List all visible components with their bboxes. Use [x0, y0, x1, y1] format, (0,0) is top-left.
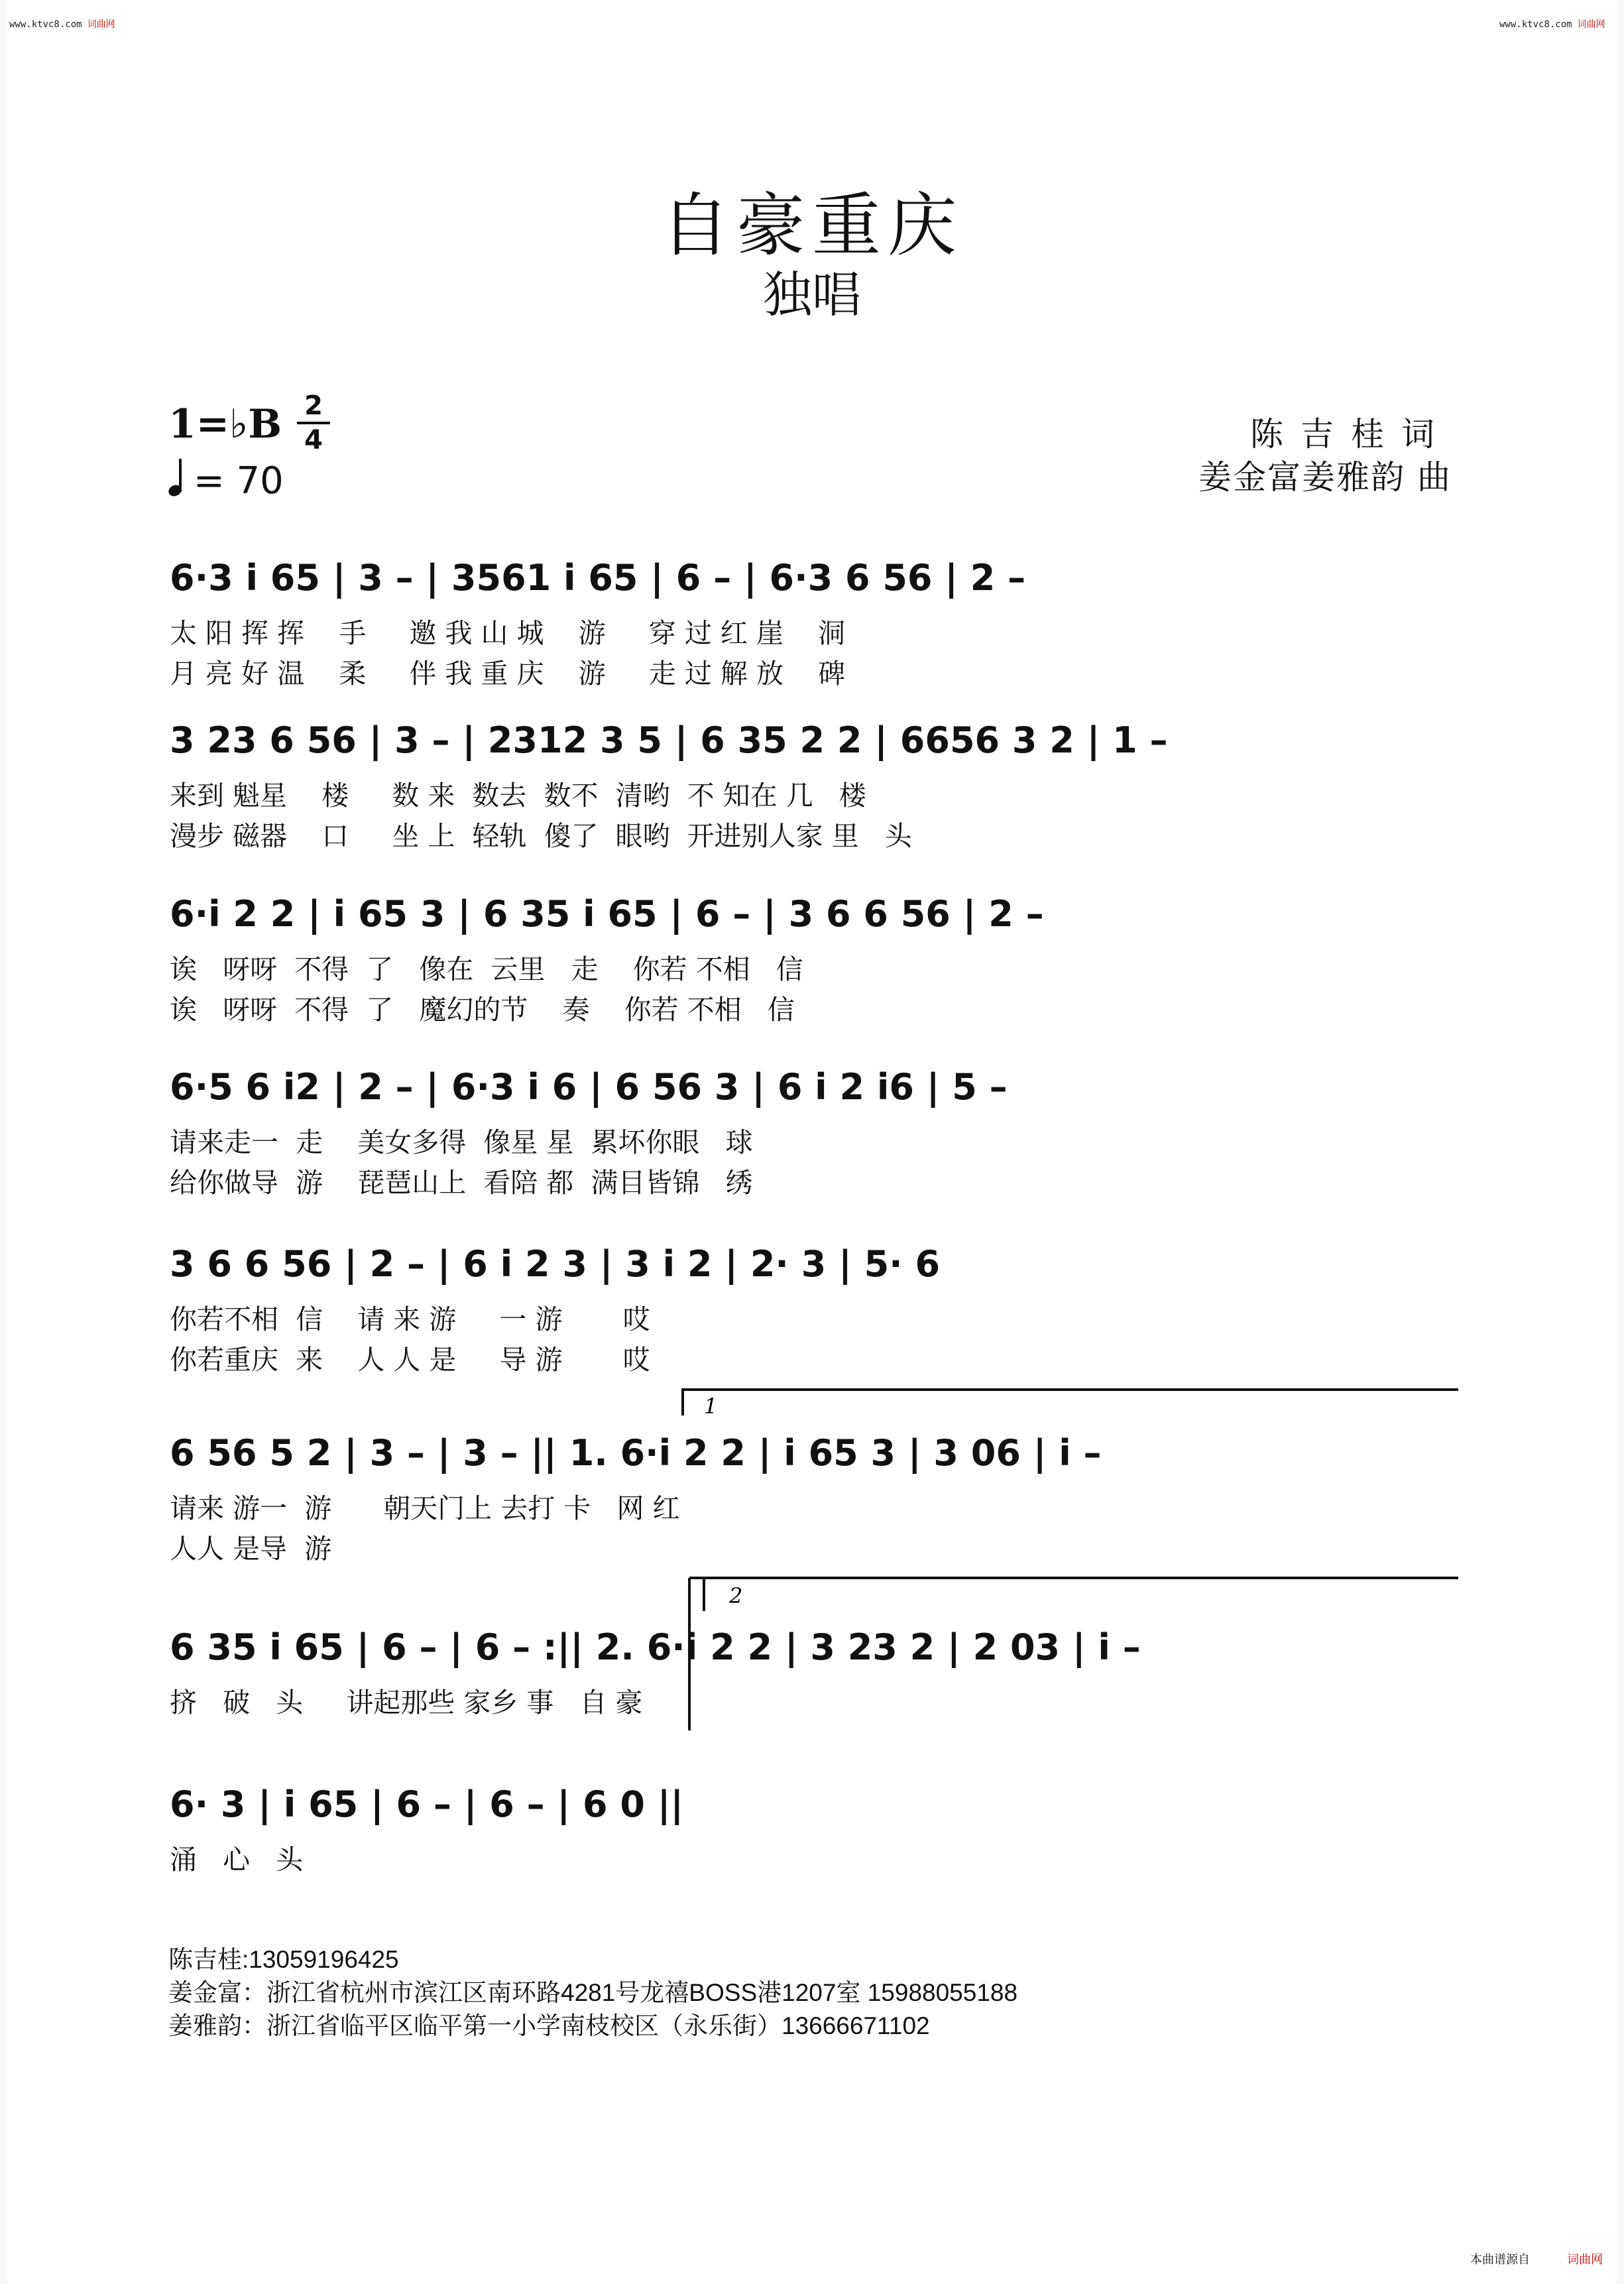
composer-credit: 姜金富姜雅韵 曲 [1198, 458, 1452, 497]
score-row [170, 557, 1025, 690]
lyrics-row-4-verse-2: 给你做导 游 琵琶山上 看陪 都 满目皆锦 绣 [170, 1167, 753, 1199]
lyrics-row-5-verse-1: 你若不相 信 请 来 游 一 游 哎 [170, 1303, 650, 1335]
notation-row-4: 6·5 6 i2 | 2 – | 6·3 i 6 | 6 56 3 | 6 i 2 i6 | 5 – [170, 1066, 1008, 1108]
footer-site-name: 词曲网 [1567, 2253, 1603, 2267]
key-signature: 1=♭B [168, 401, 282, 448]
lyrics-row-3-verse-1: 诶 呀呀 不得 了 像在 云里 走 你若 不相 信 [170, 953, 803, 985]
contact-line-2: 姜金富：浙江省杭州市滨江区南环路4281号龙禧BOSS港1207室 15988055188 [168, 1979, 1018, 2006]
lyrics-row-1-verse-1: 太 阳 挥 挥 手 邀 我 山 城 游 穿 过 红 崖 洞 [170, 617, 846, 649]
score-row [170, 1243, 940, 1376]
notation-row-6: 6 56 5 2 | 3 – | 3 – || 1. 6·i 2 2 | i 65 3 | 3 06 | i – [170, 1432, 1102, 1474]
notation-row-5: 3 6 6 56 | 2 – | 6 i 2 3 | 3 i 2 | 2· 3 | 5· 6 [170, 1243, 941, 1285]
footer-source-note: 本曲谱源自 [1470, 2253, 1530, 2267]
second-ending-bracket [704, 1578, 1458, 1611]
lyrics-row-7-verse-1: 挤 破 头 讲起那些 家乡 事 自 豪 [170, 1687, 643, 1718]
score-row [170, 719, 1168, 852]
lyricist-credit: 陈吉桂词 [1250, 415, 1452, 453]
watermark-url: www.ktvc8.com [9, 19, 82, 30]
time-signature-bottom: 4 [304, 425, 323, 455]
lyrics-row-6-verse-1: 请来 游一 游 朝天门上 去打 卡 网 红 [170, 1492, 680, 1524]
score-row [170, 1432, 1102, 1565]
watermark-site: 词曲网 [1577, 19, 1605, 30]
lyrics-row-4-verse-1: 请来走一 走 美女多得 像星 星 累坏你眼 球 [170, 1126, 753, 1158]
contact-line-1: 陈吉桂:13059196425 [168, 1946, 399, 1973]
notation-row-1: 6·3 i 65 | 3 – | 3561 i 65 | 6 – | 6·3 6 56 | 2 – [170, 557, 1026, 599]
first-ending-label: 1 [704, 1394, 718, 1419]
song-subtitle: 独唱 [763, 267, 861, 324]
lyrics-row-2-verse-1: 来到 魁星 楼 数 来 数去 数不 清哟 不 知在 几 楼 [170, 780, 866, 811]
score-row [170, 1626, 1141, 1718]
second-ending-label: 2 [729, 1583, 743, 1608]
lyrics-row-5-verse-2: 你若重庆 来 人 人 是 导 游 哎 [170, 1344, 650, 1376]
score-row [170, 1783, 683, 1876]
notation-row-8: 6· 3 | i 65 | 6 – | 6 – | 6 0 || [170, 1783, 684, 1825]
watermark-url: www.ktvc8.com [1499, 19, 1572, 30]
song-title: 自豪重庆 [660, 185, 963, 266]
lyrics-row-8-verse-1: 涌 心 头 [170, 1844, 304, 1876]
notation-row-3: 6·i 2 2 | i 65 3 | 6 35 i 65 | 6 – | 3 6 6 56 | 2 – [170, 893, 1044, 935]
notation-row-7: 6 35 i 65 | 6 – | 6 – :|| 2. 6·i 2 2 | 3 23 2 | 2 03 | i – [170, 1626, 1141, 1668]
time-signature-top: 2 [304, 391, 323, 421]
tempo-value: = 70 [193, 459, 284, 503]
contact-line-3: 姜雅韵：浙江省临平区临平第一小学南枝校区（永乐街）13666671102 [168, 2012, 930, 2039]
score-row [170, 893, 1044, 1026]
watermark-site: 词曲网 [87, 19, 115, 30]
lyrics-row-2-verse-2: 漫步 磁器 口 坐 上 轻轨 傻了 眼哟 开进别人家 里 头 [170, 820, 912, 852]
first-ending-bracket [683, 1390, 1458, 1415]
lyrics-row-3-verse-2: 诶 呀呀 不得 了 魔幻的节 奏 你若 不相 信 [170, 994, 795, 1026]
lyrics-row-1-verse-2: 月 亮 好 温 柔 伴 我 重 庆 游 走 过 解 放 碑 [170, 658, 846, 690]
notation-row-2: 3 23 6 56 | 3 – | 2312 3 5 | 6 35 2 2 | 6656 3 2 | 1 – [170, 719, 1168, 761]
lyrics-row-6-verse-2: 人人 是导 游 [170, 1533, 332, 1565]
score-row [170, 1066, 1008, 1199]
